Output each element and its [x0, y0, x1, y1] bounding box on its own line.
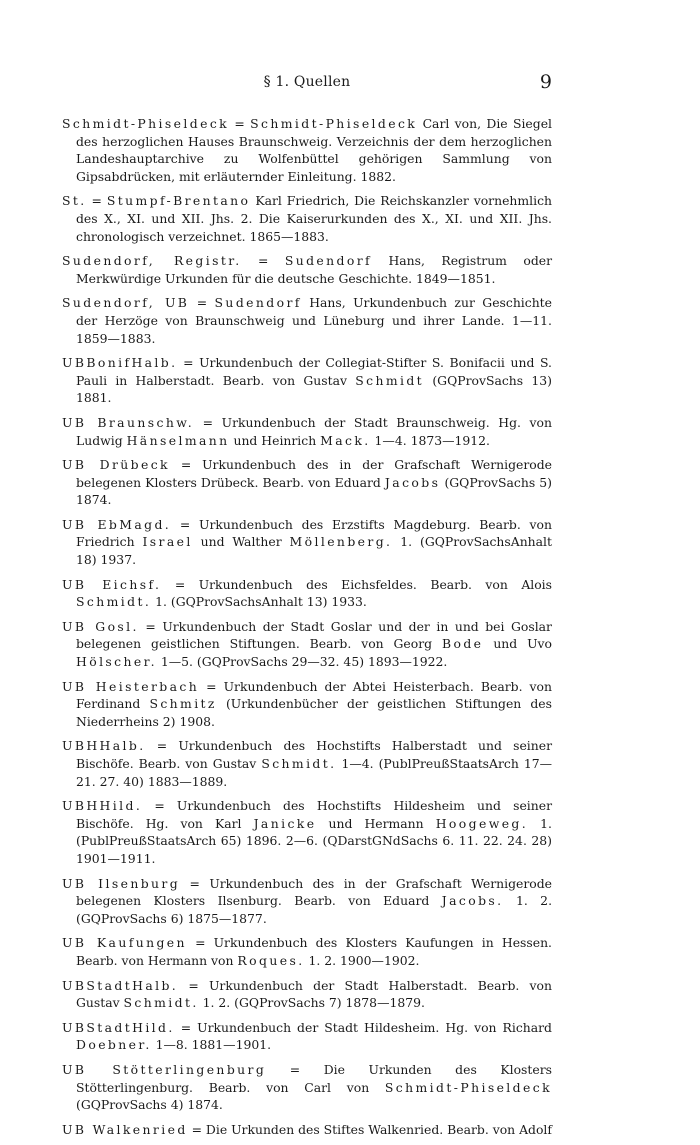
entry-text: = Die Urkunden des Stiftes Walkenried. Bearb. von Adolf [187, 1121, 552, 1137]
entry-text: = Urkundenbuch des Erzstifts Magdeburg. Bearb. von Friedrich [76, 516, 552, 550]
bibliography-entry [62, 456, 552, 509]
entry-text: = Urkundenbuch des in der Grafschaft Wernigerode belegenen Klosters Ilsenburg. Bearb. von Eduard [76, 875, 552, 909]
spaced-name: UBHHild. [62, 798, 143, 814]
entry-text: = Die Urkunden des Klosters Stötterlingenburg. Bearb. von Carl von [76, 1061, 553, 1095]
entry-text: und Heinrich [229, 432, 321, 448]
entry-text: = Urkundenbuch der Stadt Hildesheim. Hg. von Richard [174, 1019, 552, 1035]
bibliography-entry [62, 294, 552, 347]
spaced-name: Schmidt. [261, 756, 337, 771]
spaced-name: Mack. [320, 432, 371, 448]
spaced-name: Möllenberg. [289, 534, 393, 550]
spaced-name: Schmitz [149, 696, 217, 712]
section-title: § 1. Quellen [263, 74, 351, 90]
bibliography-entry [62, 1121, 552, 1139]
entry-text: 1—4. (PublPreußStaatsArch 17—21. 27. 40) 1883—1889. [76, 756, 552, 789]
spaced-name: Schmidt-Phiseldeck [384, 1079, 552, 1095]
spaced-name: UB Gosl. [62, 618, 139, 634]
entry-text: = Urkundenbuch der Stadt Halberstadt. Bearb. von Gustav [76, 977, 552, 1011]
bibliography-entry [62, 678, 552, 731]
bibliography-entry [62, 1061, 552, 1114]
entry-text: (GQProvSachs 5) 1874. [76, 474, 552, 508]
entry-text: Carl von, Die Siegel des herzoglichen Hauses Braunschweig. Verzeichnis der dem herzoglichen Landeshauptarchive zu Wolfenbüttel gehörigen Sammlung von Gipsabdrücken, mit erläuternder Einleitung. 1882. [76, 116, 552, 184]
bibliography-entry [62, 797, 552, 867]
spaced-name: UB Braunschw. [62, 414, 195, 430]
spaced-name: Israel [142, 534, 193, 550]
bibliography-entry [62, 576, 552, 611]
bibliography-entry [62, 516, 552, 569]
bibliography-entry [62, 618, 552, 671]
entry-text: = [86, 193, 107, 209]
spaced-name: UB Eichsf. [62, 576, 162, 592]
entry-text: = Urkundenbuch des Eichsfeldes. Bearb. von Alois [161, 576, 553, 592]
spaced-name: Jacobs [384, 474, 441, 490]
entry-text: 1. 2. (GQProvSachs 6) 1875—1877. [76, 893, 553, 926]
spaced-name: Schmidt. [123, 995, 199, 1011]
bibliography-entry [62, 977, 552, 1012]
entry-text: = [189, 295, 215, 311]
spaced-name: Schmidt-Phiseldeck [250, 116, 418, 131]
entry-text: 1. (PublPreußStaatsArch 65) 1896. 2—6. (QDarstGNdSachs 6. 11. 22. 24. 28) 1901—1911. [76, 815, 552, 866]
spaced-name: Schmidt [355, 372, 425, 388]
bibliography-entry [62, 414, 552, 449]
entry-text: und Walther [192, 534, 290, 550]
bibliography-entry [62, 192, 552, 245]
spaced-name: UBBonifHalb. [62, 355, 178, 371]
entry-text: und Uvo [483, 636, 553, 652]
entry-text: = Urkundenbuch des Klosters Kaufungen in Hessen. Bearb. von Hermann von [76, 935, 552, 968]
entry-text: (Urkundenbücher der geistlichen Stiftungen des Niederrheins 2) 1908. [76, 696, 552, 729]
entry-text: Karl Friedrich, Die Reichskanzler vornehmlich des X., XI. und XII. Jhs. 2. Die Kaiserurkunden des X., XI. und XII. Jhs. chronologisch verzeichnet. 1865—1883. [76, 193, 552, 244]
spaced-name: UBStadtHild. [62, 1019, 175, 1035]
bibliography-entry [62, 252, 552, 287]
entry-text: = Urkundenbuch der Abtei Heisterbach. Bearb. von Ferdinand [76, 678, 552, 712]
entry-text: Hans, Registrum oder Merkwürdige Urkunden für die deutsche Geschichte. 1849—1851. [76, 253, 553, 286]
entry-text: 1. 2. (GQProvSachs 7) 1878—1879. [198, 995, 425, 1011]
spaced-name: Sudendorf, UB [62, 295, 190, 311]
bibliography-entry [62, 354, 552, 407]
spaced-name: Hänselmann [126, 432, 230, 448]
spaced-name: Bode [441, 636, 484, 652]
spaced-name: UB Ilsenburg [62, 875, 181, 891]
entry-text: = Urkundenbuch des in der Grafschaft Wernigerode belegenen Klosters Drübeck. Bearb. von Eduard [76, 457, 552, 490]
bibliography-entry [62, 737, 552, 790]
spaced-name: Sudendorf [284, 253, 373, 269]
entry-text: 1—8. 1881—1901. [151, 1037, 272, 1053]
spaced-name: UB Walkenried [62, 1121, 188, 1137]
spaced-name: Schmidt-Phiseldeck [62, 116, 230, 131]
spaced-name: UB Stötterlingenburg [62, 1061, 267, 1077]
spaced-name: UB EbMagd. [62, 516, 172, 532]
spaced-name: Doebner. [76, 1037, 152, 1053]
spaced-name: Hoogeweg. [435, 815, 529, 831]
spaced-name: Sudendorf [214, 295, 302, 311]
spaced-name: Roques. [237, 952, 305, 968]
spaced-name: UBHHalb. [62, 738, 146, 754]
spaced-name: St. [62, 193, 87, 209]
entry-text: = Urkundenbuch der Stadt Braunschweig. Hg. von Ludwig [76, 414, 553, 448]
entry-text: (GQProvSachs 13) 1881. [76, 372, 552, 406]
spaced-name: UB Kaufungen [62, 935, 187, 951]
spaced-name: UB Heisterbach [62, 678, 200, 694]
entry-text: = Urkundenbuch der Collegiat-Stifter S. Bonifacii und S. Pauli in Halberstadt. Bearb. von Gustav [76, 355, 552, 388]
entry-text: Hans, Urkundenbuch zur Geschichte der Herzöge von Braunschweig und Lüneburg und ihrer Lande. 1—11. 1859—1883. [76, 295, 552, 346]
entry-text: = Urkundenbuch des Hochstifts Hildesheim und seiner Bischöfe. Hg. von Karl [76, 798, 552, 831]
entry-text: 1. (GQProvSachsAnhalt 18) 1937. [76, 534, 552, 568]
entry-text: 1. (GQProvSachsAnhalt 13) 1933. [151, 594, 367, 610]
entry-text: = [229, 116, 251, 131]
spaced-name: Stumpf-Brentano [106, 193, 251, 209]
spaced-name: Sudendorf, Registr. [62, 253, 242, 269]
bibliography-entry [62, 115, 552, 185]
entry-text: 1—5. (GQProvSachs 29—32. 45) 1893—1922. [156, 654, 448, 670]
page-number: 9 [539, 71, 552, 93]
spaced-name: Jacobs. [441, 893, 504, 909]
bibliography-entry [62, 1019, 552, 1054]
bibliography-entry [62, 934, 552, 969]
bibliography-entry [62, 875, 552, 928]
entry-text: und Hermann [316, 815, 436, 831]
running-header [62, 71, 552, 96]
entry-text: (GQProvSachs 4) 1874. [76, 1097, 223, 1113]
entry-text: = Urkundenbuch der Stadt Goslar und der in und bei Goslar belegenen geistlichen Stiftungen. Bearb. von Georg [76, 618, 552, 652]
spaced-name: UB Drübeck [62, 457, 170, 473]
entry-text: = [241, 253, 285, 269]
bibliography-list [62, 115, 552, 1145]
spaced-name: Hölscher. [76, 654, 157, 670]
spaced-name: Janicke [253, 815, 317, 831]
entry-text: = Urkundenbuch des Hochstifts Halberstadt und seiner Bischöfe. Bearb. von Gustav [76, 738, 552, 771]
spaced-name: UBStadtHalb. [62, 977, 179, 993]
entry-text: 1—4. 1873—1912. [370, 432, 490, 448]
entry-text: 1. 2. 1900—1902. [304, 952, 420, 968]
spaced-name: Schmidt. [76, 594, 152, 610]
